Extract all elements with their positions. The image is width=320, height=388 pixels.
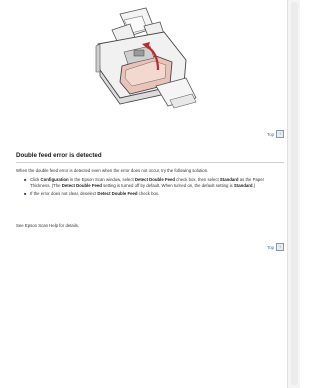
solution-list [24, 177, 282, 198]
detect-double-feed-term: Detect Double Feed [97, 190, 138, 196]
bullet-icon: ■ [24, 190, 27, 196]
arrow-up-icon[interactable]: ↑ [276, 243, 284, 251]
list-item: ■ Click Configuration in the Epson Scan window, select Detect Double Feed check box, then select Standard as the Paper Thickness. (The Detect Double Feed setting is turned off by default. When turned on, the default setting is Standard.) [24, 177, 265, 188]
top-link[interactable] [267, 243, 284, 251]
configuration-term: Configuration [40, 177, 69, 182]
list-item: ■ If the error does not clear, deselect Detect Double Feed check box. [24, 190, 160, 196]
help-reference: See Epson Scan Help for details. [16, 223, 80, 228]
bullet-icon: ■ [24, 177, 27, 182]
top-link-label[interactable]: Top [267, 244, 274, 250]
standard-term: Standard [219, 177, 239, 182]
top-link-label[interactable]: Top [267, 131, 274, 137]
detect-double-feed-term: Detect Double Feed [134, 177, 175, 182]
scrollbar-thumb[interactable] [291, 2, 298, 385]
vertical-scrollbar[interactable] [287, 0, 300, 388]
section-divider [16, 162, 284, 163]
arrow-up-icon[interactable]: ↑ [276, 130, 284, 138]
section-title: Double feed error is detected [16, 152, 102, 159]
detect-double-feed-term: Detect Double Feed [61, 183, 102, 188]
scanner-illustration [86, 6, 198, 110]
intro-text: When the double feed error is detected even when the error does not occur, try the following solution. [16, 168, 209, 173]
standard-term: Standard [233, 183, 253, 188]
top-link[interactable] [267, 130, 284, 138]
